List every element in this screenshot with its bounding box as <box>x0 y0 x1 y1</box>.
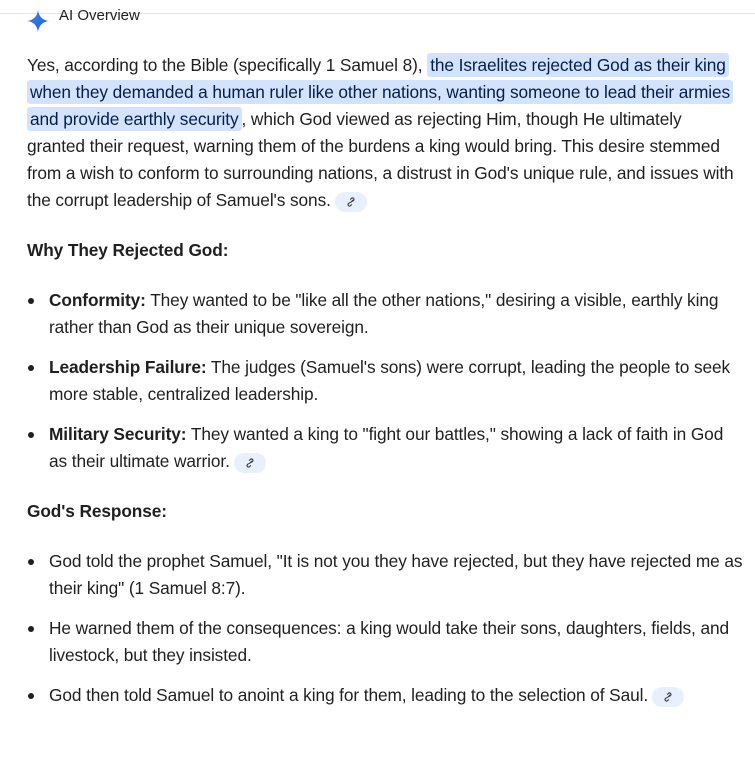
sparkle-icon <box>25 8 51 34</box>
intro-text-pre: Yes, according to the Bible (specifically 1 Samuel 8), <box>27 55 428 75</box>
item-label: Military Security: <box>49 424 187 444</box>
response-list <box>27 548 743 709</box>
item-text: The judges (Samuel's sons) were corrupt, leading the people to seek more stable, centralized leadership. <box>49 357 731 404</box>
intro-paragraph <box>27 52 743 214</box>
source-link-button[interactable] <box>652 687 684 707</box>
link-icon <box>661 690 675 704</box>
list-item <box>27 548 743 602</box>
bullet-dot <box>28 365 34 371</box>
item-text: They wanted to be "like all the other nations," desiring a visible, earthly king rather than God as their unique sovereign. <box>49 290 719 337</box>
bullet-dot <box>28 432 34 438</box>
highlighted-passage[interactable]: the Israelites rejected God as their king when they demanded a human ruler like other nations, wanting someone to lead their armies and provide earthly security <box>27 53 733 131</box>
source-link-button[interactable] <box>335 192 367 212</box>
list-item <box>27 354 743 408</box>
bullet-dot <box>28 626 34 632</box>
bullet-dot <box>28 298 34 304</box>
section-heading-response: God's Response: <box>27 501 167 521</box>
bullet-dot <box>28 559 34 565</box>
item-label: Leadership Failure: <box>49 357 207 377</box>
link-icon <box>344 195 358 209</box>
overview-content <box>27 52 743 722</box>
list-item <box>27 287 743 341</box>
list-item <box>27 615 743 669</box>
link-icon <box>243 456 257 470</box>
section-heading-why: Why They Rejected God: <box>27 240 229 260</box>
item-text: They wanted a king to "fight our battles," showing a lack of faith in God as their ultimate warrior. <box>49 424 724 471</box>
why-list <box>27 287 743 475</box>
source-link-button[interactable] <box>234 453 266 473</box>
item-text: He warned them of the consequences: a king would take their sons, daughters, fields, and livestock, but they insisted. <box>49 618 729 665</box>
ai-overview-title: AI Overview <box>59 6 140 24</box>
item-text: God then told Samuel to anoint a king for them, leading to the selection of Saul. <box>49 685 649 705</box>
item-text: God told the prophet Samuel, "It is not you they have rejected, but they have rejected me as their king" (1 Samuel 8:7). <box>49 551 743 598</box>
bullet-dot <box>28 693 34 699</box>
intro-text-post: , which God viewed as rejecting Him, though He ultimately granted their request, warning them of the burdens a king would bring. This desire stemmed from a wish to conform to surrounding nations, a distrust in God's unique rule, and issues with the corrupt leadership of Samuel's sons. <box>27 109 734 210</box>
item-label: Conformity: <box>49 290 146 310</box>
list-item <box>27 682 743 709</box>
list-item <box>27 421 743 475</box>
ai-overview-header <box>27 8 140 34</box>
